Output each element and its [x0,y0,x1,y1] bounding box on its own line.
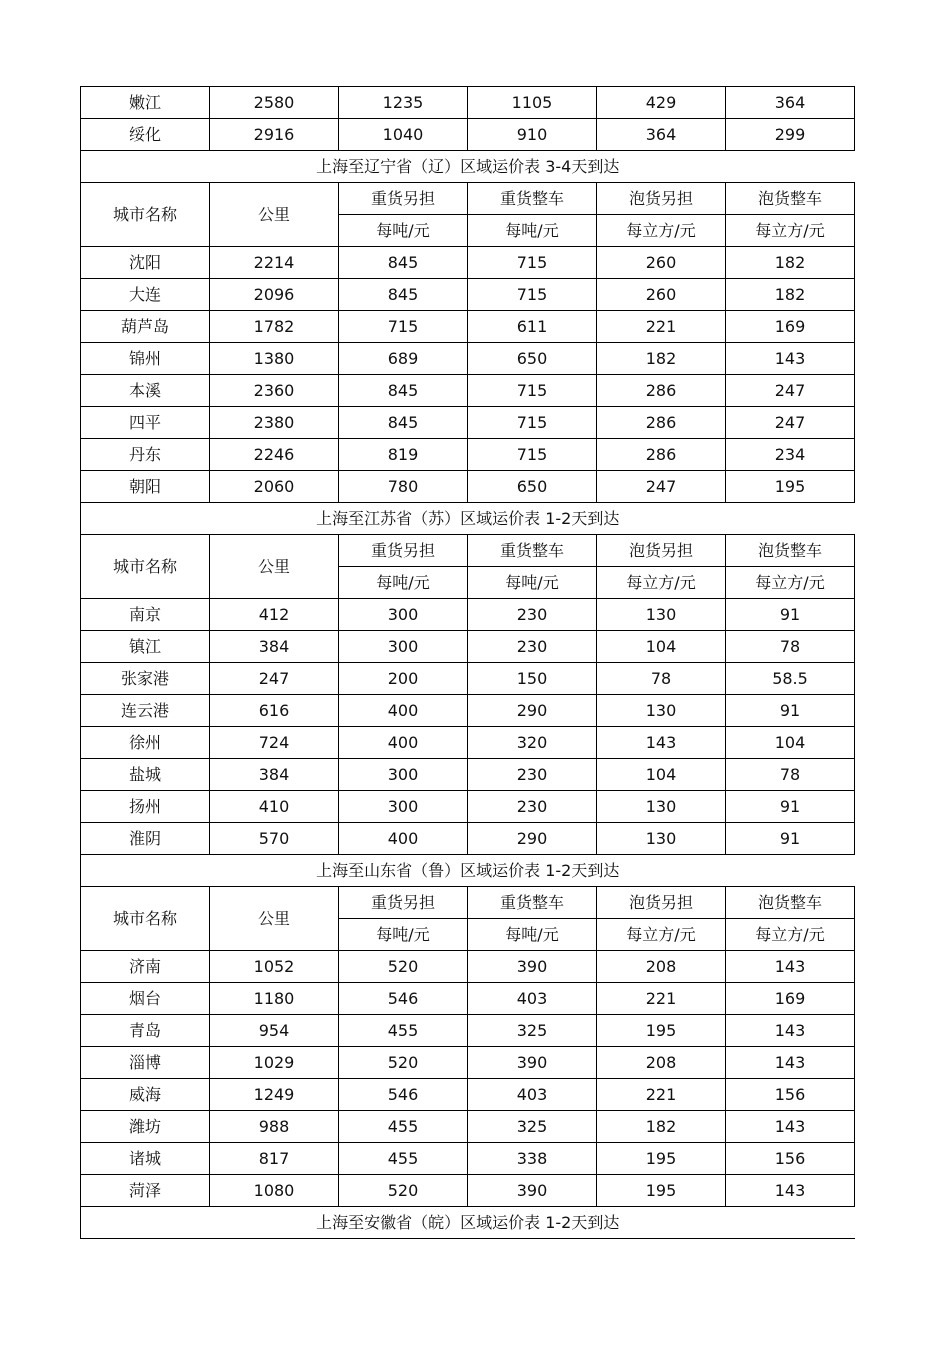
heavy-full-header: 重货整车 [468,183,597,215]
city-cell: 本溪 [81,375,210,407]
bulky-full-cell: 156 [726,1079,855,1111]
heavy-full-cell: 715 [468,247,597,279]
bulky-full-cell: 91 [726,599,855,631]
bulky-full-cell: 143 [726,1111,855,1143]
bulky-partial-cell: 364 [597,119,726,151]
bulky-partial-cell: 286 [597,375,726,407]
city-cell: 青岛 [81,1015,210,1047]
table-row [81,471,855,503]
bulky-partial-header: 泡货另担 [597,183,726,215]
unit-per-cubic: 每立方/元 [726,567,855,599]
heavy-full-cell: 390 [468,1047,597,1079]
table-row [81,439,855,471]
city-cell: 大连 [81,279,210,311]
table-row [81,407,855,439]
bulky-partial-cell: 260 [597,279,726,311]
unit-per-ton: 每吨/元 [339,215,468,247]
km-cell: 724 [210,727,339,759]
heavy-full-cell: 230 [468,631,597,663]
city-cell: 嫩江 [81,87,210,119]
table-row [81,599,855,631]
bulky-partial-cell: 208 [597,1047,726,1079]
bulky-full-cell: 91 [726,695,855,727]
freight-rate-table [80,86,855,1239]
unit-per-ton: 每吨/元 [468,567,597,599]
city-cell: 沈阳 [81,247,210,279]
bulky-full-cell: 143 [726,343,855,375]
bulky-full-cell: 156 [726,1143,855,1175]
bulky-partial-cell: 195 [597,1015,726,1047]
heavy-partial-cell: 689 [339,343,468,375]
heavy-full-cell: 290 [468,695,597,727]
bulky-partial-cell: 143 [597,727,726,759]
unit-per-ton: 每吨/元 [468,919,597,951]
km-column-header: 公里 [210,183,339,247]
heavy-full-cell: 403 [468,1079,597,1111]
table-row [81,727,855,759]
bulky-partial-header: 泡货另担 [597,887,726,919]
unit-per-cubic: 每立方/元 [726,919,855,951]
unit-per-cubic: 每立方/元 [597,567,726,599]
city-cell: 菏泽 [81,1175,210,1207]
table-row [81,1015,855,1047]
bulky-partial-cell: 78 [597,663,726,695]
city-cell: 潍坊 [81,1111,210,1143]
heavy-full-cell: 325 [468,1111,597,1143]
heavy-partial-cell: 715 [339,311,468,343]
table-row [81,343,855,375]
km-cell: 570 [210,823,339,855]
km-cell: 616 [210,695,339,727]
km-column-header: 公里 [210,535,339,599]
bulky-full-cell: 182 [726,279,855,311]
bulky-full-cell: 169 [726,311,855,343]
heavy-partial-cell: 546 [339,1079,468,1111]
km-cell: 2580 [210,87,339,119]
bulky-full-cell: 299 [726,119,855,151]
table-row [81,311,855,343]
heavy-full-cell: 338 [468,1143,597,1175]
bulky-full-cell: 234 [726,439,855,471]
city-cell: 盐城 [81,759,210,791]
heavy-partial-cell: 300 [339,791,468,823]
table-row [81,983,855,1015]
city-cell: 葫芦岛 [81,311,210,343]
heavy-partial-header: 重货另担 [339,535,468,567]
km-cell: 2214 [210,247,339,279]
heavy-full-cell: 325 [468,1015,597,1047]
heavy-partial-header: 重货另担 [339,887,468,919]
bulky-full-header: 泡货整车 [726,535,855,567]
city-cell: 四平 [81,407,210,439]
heavy-partial-cell: 819 [339,439,468,471]
heavy-partial-cell: 520 [339,1047,468,1079]
heavy-partial-cell: 455 [339,1143,468,1175]
section-title-row [81,1207,855,1239]
bulky-full-cell: 364 [726,87,855,119]
heavy-full-cell: 230 [468,599,597,631]
heavy-full-cell: 320 [468,727,597,759]
bulky-full-cell: 143 [726,1175,855,1207]
heavy-partial-cell: 780 [339,471,468,503]
heavy-full-cell: 715 [468,439,597,471]
section-title: 上海至山东省（鲁）区域运价表 1-2天到达 [81,855,855,887]
unit-per-cubic: 每立方/元 [597,215,726,247]
heavy-partial-cell: 400 [339,695,468,727]
heavy-full-cell: 715 [468,375,597,407]
bulky-partial-cell: 182 [597,1111,726,1143]
heavy-full-cell: 910 [468,119,597,151]
section-title-row [81,151,855,183]
bulky-full-cell: 104 [726,727,855,759]
km-cell: 247 [210,663,339,695]
km-column-header: 公里 [210,887,339,951]
city-cell: 朝阳 [81,471,210,503]
header-row [81,183,855,215]
unit-per-cubic: 每立方/元 [597,919,726,951]
city-cell: 丹东 [81,439,210,471]
bulky-partial-cell: 221 [597,311,726,343]
heavy-partial-cell: 300 [339,631,468,663]
city-cell: 烟台 [81,983,210,1015]
bulky-partial-cell: 286 [597,439,726,471]
bulky-full-cell: 143 [726,1015,855,1047]
heavy-partial-cell: 200 [339,663,468,695]
table-row [81,1047,855,1079]
bulky-partial-cell: 260 [597,247,726,279]
km-cell: 817 [210,1143,339,1175]
city-cell: 镇江 [81,631,210,663]
heavy-partial-cell: 455 [339,1111,468,1143]
km-cell: 1029 [210,1047,339,1079]
bulky-full-cell: 182 [726,247,855,279]
km-cell: 2380 [210,407,339,439]
table-row [81,759,855,791]
unit-per-ton: 每吨/元 [339,567,468,599]
table-row [81,663,855,695]
section-title-row [81,503,855,535]
bulky-partial-cell: 208 [597,951,726,983]
km-cell: 1782 [210,311,339,343]
city-column-header: 城市名称 [81,183,210,247]
city-cell: 淄博 [81,1047,210,1079]
bulky-full-cell: 169 [726,983,855,1015]
city-cell: 张家港 [81,663,210,695]
unit-per-cubic: 每立方/元 [726,215,855,247]
bulky-full-cell: 247 [726,407,855,439]
heavy-partial-cell: 1040 [339,119,468,151]
bulky-partial-cell: 221 [597,1079,726,1111]
heavy-partial-cell: 845 [339,375,468,407]
km-cell: 384 [210,631,339,663]
bulky-partial-header: 泡货另担 [597,535,726,567]
table-row [81,1175,855,1207]
heavy-full-cell: 390 [468,951,597,983]
heavy-partial-cell: 1235 [339,87,468,119]
table-row [81,823,855,855]
heavy-partial-cell: 300 [339,599,468,631]
bulky-partial-cell: 130 [597,791,726,823]
heavy-partial-cell: 520 [339,1175,468,1207]
km-cell: 2060 [210,471,339,503]
heavy-partial-cell: 455 [339,1015,468,1047]
heavy-full-cell: 611 [468,311,597,343]
bulky-full-cell: 78 [726,759,855,791]
city-cell: 威海 [81,1079,210,1111]
table-row [81,247,855,279]
city-cell: 诸城 [81,1143,210,1175]
heavy-full-cell: 390 [468,1175,597,1207]
bulky-partial-cell: 221 [597,983,726,1015]
bulky-full-cell: 91 [726,823,855,855]
km-cell: 1052 [210,951,339,983]
bulky-full-header: 泡货整车 [726,183,855,215]
section-title-row [81,855,855,887]
bulky-full-cell: 195 [726,471,855,503]
table-row [81,695,855,727]
heavy-partial-cell: 845 [339,247,468,279]
bulky-partial-cell: 104 [597,759,726,791]
km-cell: 1249 [210,1079,339,1111]
section-title: 上海至安徽省（皖）区域运价表 1-2天到达 [81,1207,855,1239]
bulky-partial-cell: 286 [597,407,726,439]
bulky-partial-cell: 130 [597,599,726,631]
table-row [81,87,855,119]
heavy-full-header: 重货整车 [468,887,597,919]
city-cell: 锦州 [81,343,210,375]
km-cell: 1380 [210,343,339,375]
bulky-full-header: 泡货整车 [726,887,855,919]
heavy-full-cell: 290 [468,823,597,855]
km-cell: 2916 [210,119,339,151]
km-cell: 954 [210,1015,339,1047]
city-cell: 扬州 [81,791,210,823]
bulky-partial-cell: 130 [597,695,726,727]
unit-per-ton: 每吨/元 [339,919,468,951]
bulky-partial-cell: 130 [597,823,726,855]
city-cell: 连云港 [81,695,210,727]
heavy-partial-cell: 400 [339,727,468,759]
km-cell: 410 [210,791,339,823]
city-cell: 南京 [81,599,210,631]
km-cell: 1180 [210,983,339,1015]
heavy-partial-cell: 400 [339,823,468,855]
km-cell: 412 [210,599,339,631]
heavy-partial-cell: 546 [339,983,468,1015]
heavy-full-cell: 650 [468,471,597,503]
unit-per-ton: 每吨/元 [468,215,597,247]
heavy-full-cell: 1105 [468,87,597,119]
bulky-full-cell: 78 [726,631,855,663]
heavy-full-cell: 403 [468,983,597,1015]
header-row [81,887,855,919]
bulky-partial-cell: 195 [597,1143,726,1175]
bulky-full-cell: 143 [726,951,855,983]
km-cell: 2360 [210,375,339,407]
table-row [81,951,855,983]
heavy-full-cell: 150 [468,663,597,695]
bulky-partial-cell: 104 [597,631,726,663]
heavy-partial-cell: 845 [339,279,468,311]
bulky-full-cell: 143 [726,1047,855,1079]
bulky-full-cell: 58.5 [726,663,855,695]
city-cell: 济南 [81,951,210,983]
bulky-partial-cell: 182 [597,343,726,375]
city-cell: 淮阴 [81,823,210,855]
km-cell: 1080 [210,1175,339,1207]
table-row [81,375,855,407]
city-cell: 徐州 [81,727,210,759]
city-column-header: 城市名称 [81,887,210,951]
heavy-full-cell: 650 [468,343,597,375]
heavy-full-header: 重货整车 [468,535,597,567]
freight-rate-table-body [81,87,855,1239]
table-row [81,1143,855,1175]
table-row [81,1079,855,1111]
bulky-partial-cell: 429 [597,87,726,119]
heavy-partial-cell: 300 [339,759,468,791]
section-title: 上海至辽宁省（辽）区域运价表 3-4天到达 [81,151,855,183]
bulky-full-cell: 91 [726,791,855,823]
city-cell: 绥化 [81,119,210,151]
table-row [81,119,855,151]
table-row [81,279,855,311]
heavy-full-cell: 715 [468,279,597,311]
table-row [81,791,855,823]
bulky-full-cell: 247 [726,375,855,407]
header-row [81,535,855,567]
table-row [81,1111,855,1143]
heavy-full-cell: 230 [468,759,597,791]
km-cell: 384 [210,759,339,791]
city-column-header: 城市名称 [81,535,210,599]
km-cell: 2096 [210,279,339,311]
heavy-full-cell: 715 [468,407,597,439]
heavy-partial-header: 重货另担 [339,183,468,215]
heavy-partial-cell: 845 [339,407,468,439]
section-title: 上海至江苏省（苏）区域运价表 1-2天到达 [81,503,855,535]
bulky-partial-cell: 195 [597,1175,726,1207]
heavy-full-cell: 230 [468,791,597,823]
km-cell: 988 [210,1111,339,1143]
table-row [81,631,855,663]
bulky-partial-cell: 247 [597,471,726,503]
heavy-partial-cell: 520 [339,951,468,983]
km-cell: 2246 [210,439,339,471]
